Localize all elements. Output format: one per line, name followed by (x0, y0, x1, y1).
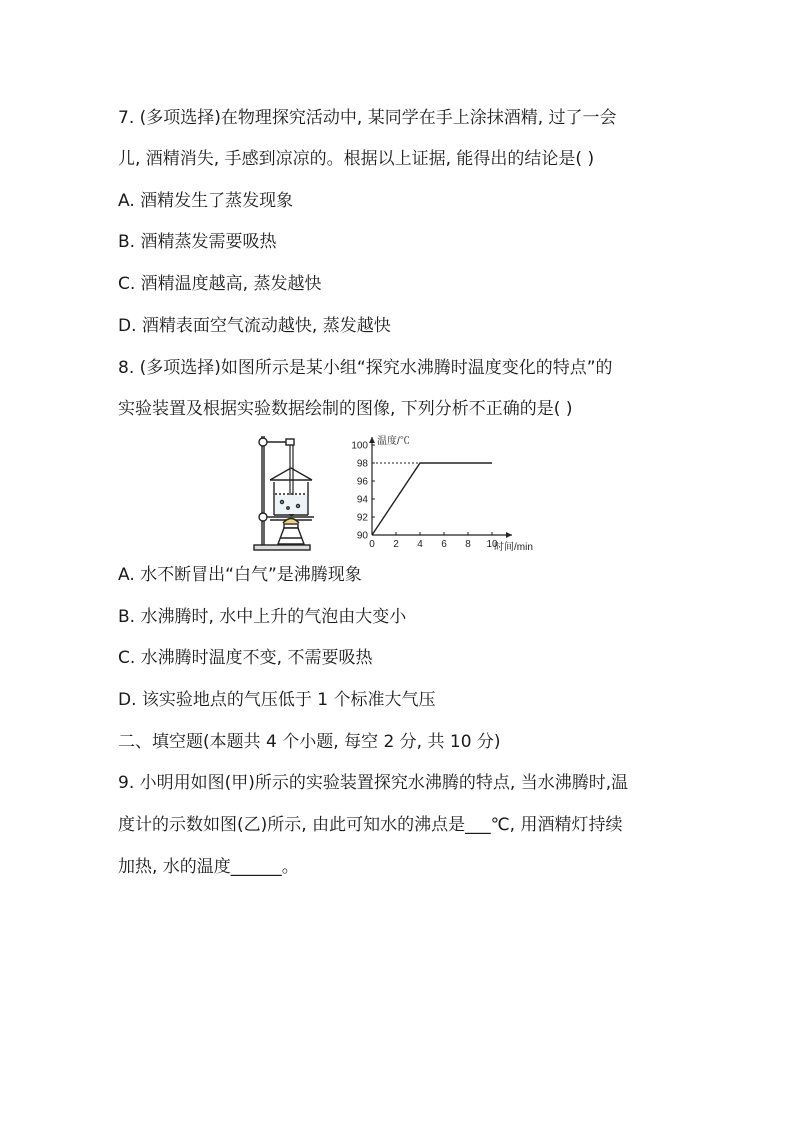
y-axis-label: 温度/℃ (377, 436, 410, 447)
q8-option-a: A. 水不断冒出“白气”是沸腾现象 (118, 565, 362, 585)
temperature-time-graph (351, 434, 533, 553)
q9-stem-line3: 加热, 水的温度______。 (118, 857, 299, 877)
q7-option-d: D. 酒精表面空气流动越快, 蒸发越快 (118, 316, 391, 336)
q7-stem-line1: 7. (多项选择)在物理探究活动中, 某同学在手上涂抹酒精, 过了一会 (118, 108, 617, 128)
y-tick-label: 90 (356, 530, 368, 542)
q7-stem-line2: 儿, 酒精消失, 手感到凉凉的。根据以上证据, 能得出的结论是( ) (118, 149, 595, 169)
boiling-apparatus-illustration (254, 436, 314, 550)
q9-stem-line2: 度计的示数如图(乙)所示, 由此可知水的沸点是___℃, 用酒精灯持续 (118, 815, 623, 835)
q8-option-b: B. 水沸腾时, 水中上升的气泡由大变小 (118, 607, 407, 627)
y-axis-arrow (369, 437, 375, 443)
q7-option-b: B. 酒精蒸发需要吸热 (118, 232, 277, 252)
q8-option-c: C. 水沸腾时温度不变, 不需要吸热 (118, 648, 373, 668)
q7-option-a: A. 酒精发生了蒸发现象 (118, 191, 294, 211)
q8-option-d: D. 该实验地点的气压低于 1 个标准大气压 (118, 690, 436, 710)
y-tick-label: 100 (351, 440, 368, 452)
y-tick-label: 96 (356, 476, 368, 488)
x-axis-arrow (506, 532, 512, 538)
q8-stem-line2: 实验装置及根据实验数据绘制的图像, 下列分析不正确的是( ) (118, 399, 573, 419)
q8-stem-line1: 8. (多项选择)如图所示是某小组“探究水沸腾时温度变化的特点”的 (118, 358, 613, 378)
y-tick-label: 94 (356, 494, 368, 506)
x-tick-label: 8 (465, 539, 471, 550)
apparatus-and-graph (240, 428, 550, 556)
q9-stem-line1: 9. 小明用如图(甲)所示的实验装置探究水沸腾的特点, 当水沸腾时,温 (118, 773, 629, 793)
y-tick-label: 92 (356, 512, 368, 524)
q7-option-c: C. 酒精温度越高, 蒸发越快 (118, 274, 322, 294)
q8-figure (240, 428, 550, 556)
temperature-line (372, 463, 492, 535)
x-tick-label: 0 (369, 539, 375, 550)
section2-title: 二、填空题(本题共 4 个小题, 每空 2 分, 共 10 分) (118, 732, 501, 752)
x-tick-label: 4 (417, 539, 423, 550)
y-tick-label: 98 (356, 458, 368, 470)
x-tick-label: 6 (441, 539, 447, 550)
x-tick-label: 10 (486, 539, 498, 550)
x-axis-label: 时间/min (494, 542, 533, 553)
x-tick-label: 2 (393, 539, 399, 550)
